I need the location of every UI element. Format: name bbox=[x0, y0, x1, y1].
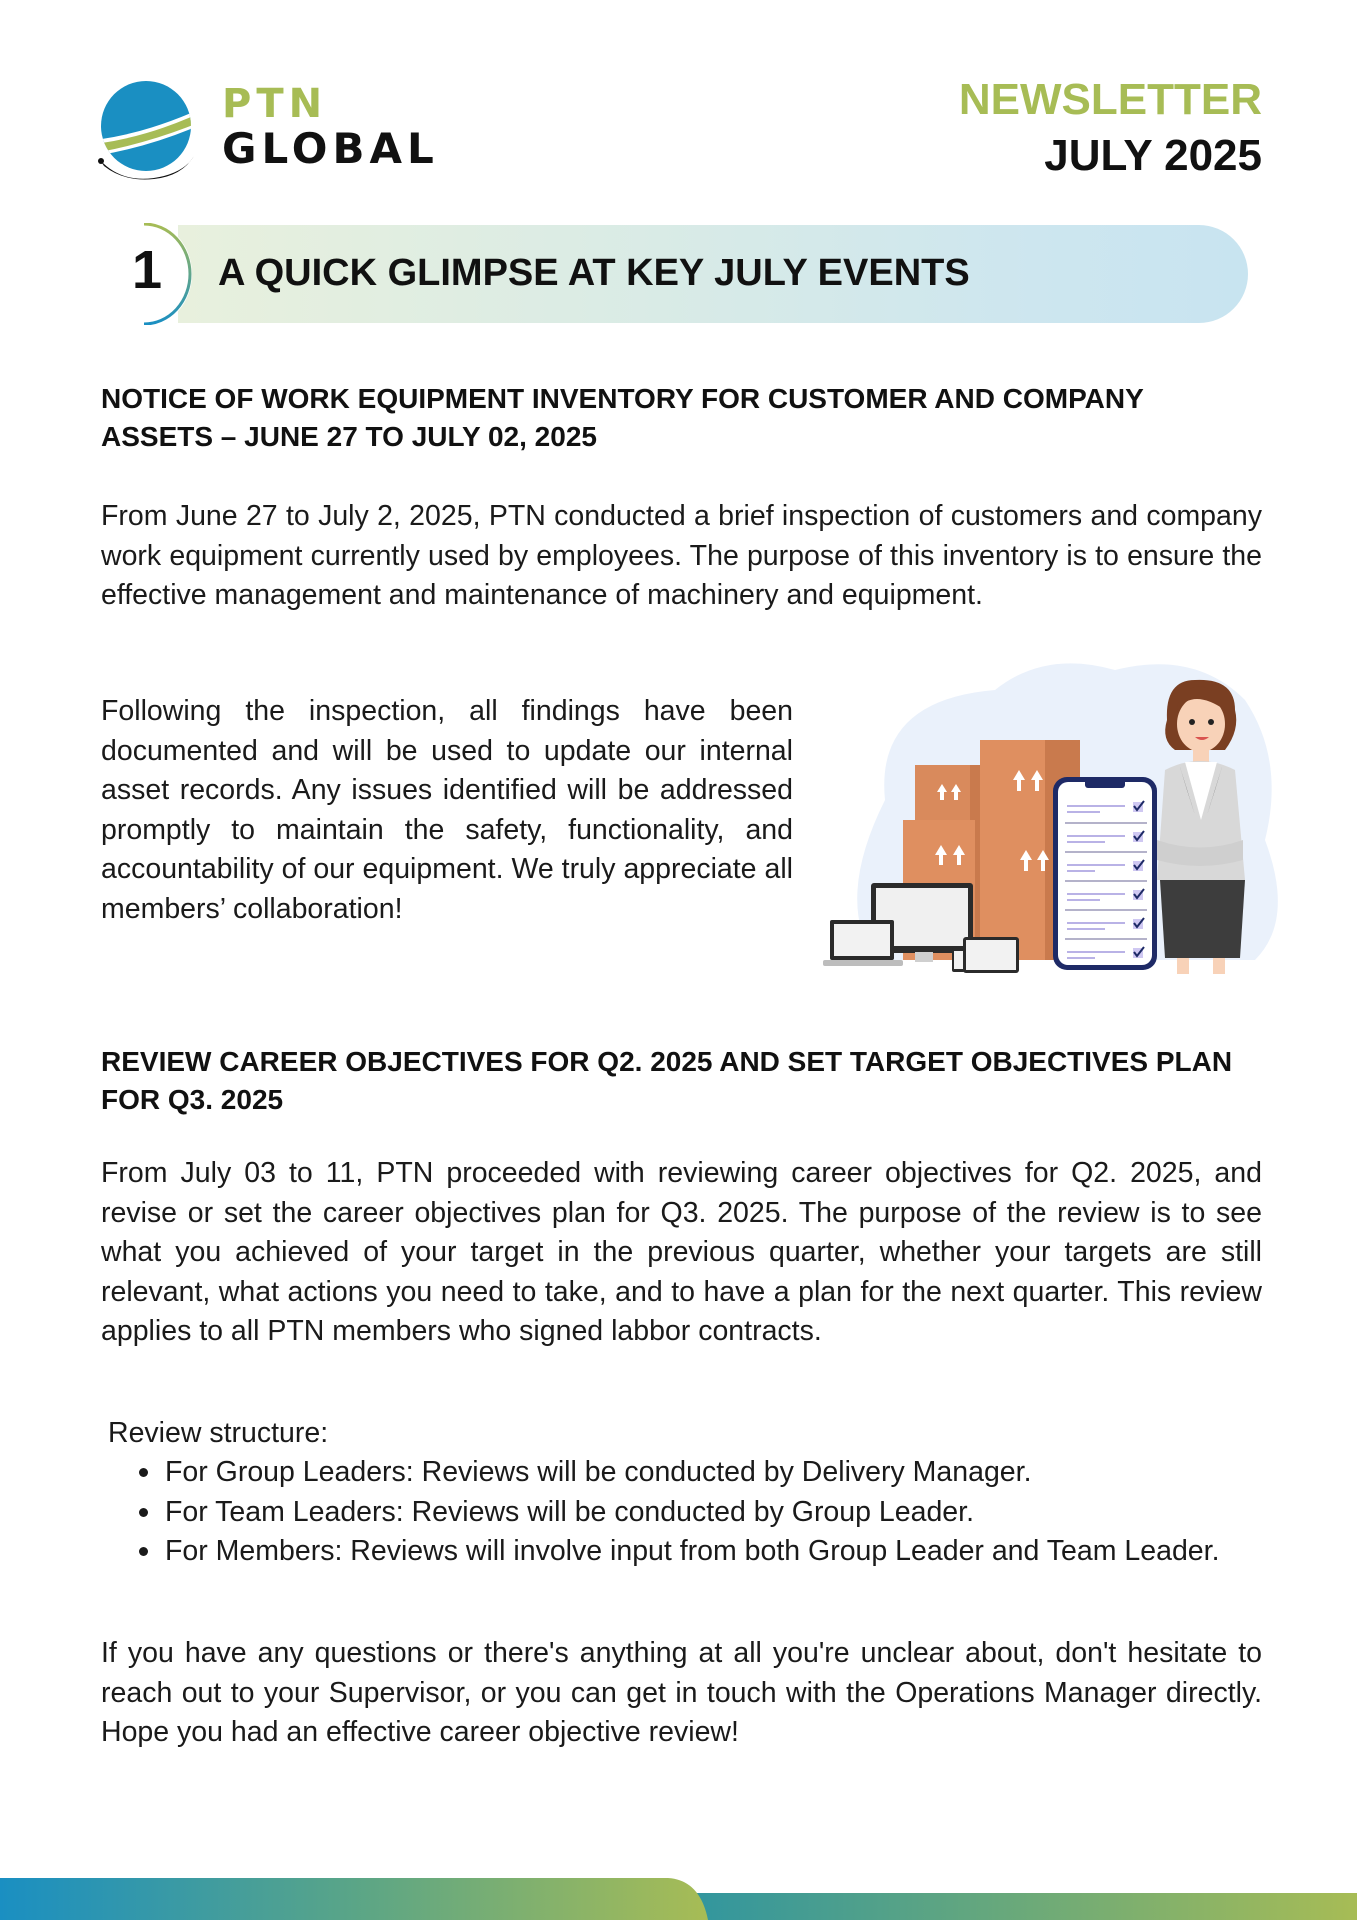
phone-checklist-icon bbox=[1053, 777, 1157, 970]
globe-logo-icon bbox=[94, 76, 198, 186]
ptn-global-logo bbox=[94, 76, 439, 186]
logo-text-ptn: PTN bbox=[222, 81, 328, 127]
section-banner bbox=[118, 225, 1248, 323]
issue-date: JULY 2025 bbox=[1044, 131, 1262, 180]
bullet-icon bbox=[139, 1468, 148, 1477]
article-heading-equipment-inventory: NOTICE OF WORK EQUIPMENT INVENTORY FOR CUSTOMER AND COMPANY ASSETS – JUNE 27 TO JULY 02, 2025 bbox=[101, 383, 1144, 452]
section-title: A QUICK GLIMPSE AT KEY JULY EVENTS bbox=[218, 252, 970, 294]
review-structure-item: For Group Leaders: Reviews will be conducted by Delivery Manager. bbox=[101, 1453, 1262, 1493]
section-number: 1 bbox=[132, 240, 163, 300]
logo-text-global: GLOBAL bbox=[222, 124, 439, 173]
article-heading-career-objectives: REVIEW CAREER OBJECTIVES FOR Q2. 2025 AND SET TARGET OBJECTIVES PLAN FOR Q3. 2025 bbox=[101, 1046, 1233, 1115]
newsletter-title bbox=[958, 75, 1262, 180]
businesswoman-icon bbox=[1157, 680, 1245, 974]
review-structure-item: For Members: Reviews will involve input from both Group Leader and Team Leader. bbox=[101, 1532, 1262, 1572]
article-paragraph: From July 03 to 11, PTN proceeded with reviewing career objectives for Q2. 2025, and revise or set the career objectives plan for Q3. 2025. The purpose of the review is to see what you achieved of your target in the previous quarter, whether your targets are still relevant, what actions you need to take, and to have a plan for the next quarter. This review applies to all PTN members who signed labbor contracts. bbox=[101, 1157, 1262, 1347]
bullet-icon bbox=[139, 1547, 148, 1556]
bullet-icon bbox=[139, 1508, 148, 1517]
article-paragraph: Following the inspection, all findings have been documented and will be used to update our internal asset records. Any issues identified will be addressed promptly to maintain the safety, functionality, and accountability of our equipment. We truly appreciate all members’ collaboration! bbox=[101, 695, 793, 925]
article-paragraph: If you have any questions or there's anything at all you're unclear about, don't hesitate to reach out to your Supervisor, or you can get in touch with the Operations Manager directly. Hope you had an effective career objective review! bbox=[101, 1637, 1262, 1748]
article-paragraph: From June 27 to July 2, 2025, PTN conducted a brief inspection of customers and company work equipment currently used by employees. The purpose of this inventory is to ensure the effective management and maintenance of machinery and equipment. bbox=[101, 500, 1262, 611]
review-structure-item: For Team Leaders: Reviews will be conducted by Group Leader. bbox=[101, 1493, 1262, 1533]
review-structure-label: Review structure: bbox=[108, 1417, 329, 1449]
newsletter-label: NEWSLETTER bbox=[958, 75, 1262, 124]
footer-decorative-band bbox=[0, 1868, 1357, 1920]
review-structure-list bbox=[101, 1453, 1262, 1572]
inventory-checklist-illustration bbox=[815, 640, 1295, 975]
